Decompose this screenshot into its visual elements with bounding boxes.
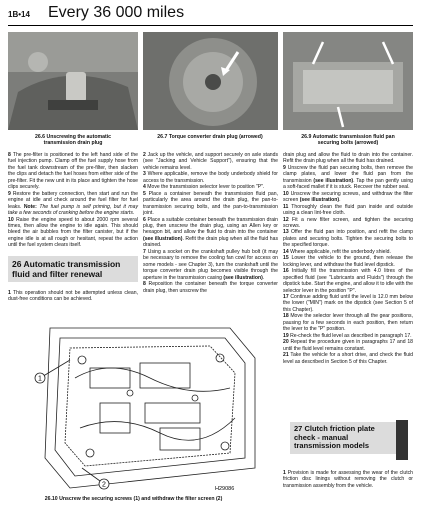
- paragraph-10: [8, 217, 138, 249]
- caption-fig-26-10: 26.10 Unscrew the securing screws (1) and withdraw the filter screen (2): [44, 496, 223, 502]
- see-illustration: (see illustration): [299, 197, 340, 204]
- page-header: [8, 4, 413, 26]
- diagram-ref-code: H29086: [215, 486, 235, 492]
- para-number: 11: [283, 203, 289, 210]
- para-text: Thoroughly clean the fluid pan inside and outside using a clean lint-free cloth.: [283, 203, 413, 217]
- para-number: 12: [283, 216, 289, 223]
- section-title: Automatic transmission fluid and filter renewal: [12, 259, 121, 279]
- para-text: Move the transmission selector lever to position "P".: [147, 184, 265, 191]
- para-number: 9: [8, 190, 11, 197]
- paragraph-21: [283, 352, 413, 365]
- callout-1-label: 1: [38, 375, 42, 383]
- para-number: 14: [283, 248, 289, 255]
- para-number: 16: [283, 268, 289, 275]
- para-number: 4: [143, 184, 146, 191]
- para-text: Re-check the fluid level as described in paragraph 17.: [290, 332, 412, 339]
- column-1-section: [8, 290, 138, 303]
- paragraph-16: [283, 268, 413, 294]
- note-label: Note:: [23, 203, 37, 210]
- para-text: Fit a new filter screen, and tighten the securing screws.: [283, 216, 413, 229]
- para-number: 13: [283, 229, 289, 236]
- caption-fig-26-6: 26.6 Unscrewing the automatic transmission drain plug: [34, 134, 112, 147]
- para-number: 21: [283, 352, 289, 359]
- paragraph-17: [283, 294, 413, 313]
- callout-2-label: 2: [102, 481, 106, 489]
- photo-fluid-pan: [283, 32, 413, 130]
- spanner-rating-icon: [396, 420, 408, 460]
- paragraph-13: [283, 229, 413, 248]
- page-number: 1B•14: [8, 10, 30, 19]
- paragraph-12: [283, 217, 413, 230]
- para-text: Offer the fluid pan into position, and refit the clamp plates and securing bolts. Tighten the securing bolts to the specified torque.: [283, 229, 414, 249]
- paragraph-1: [8, 290, 138, 303]
- caption-fig-26-7: 26.7 Torque converter drain plug (arrowed): [157, 134, 263, 140]
- paragraph-lead: drain plug and allow the fluid to drain into the container. Refit the drain plug when all the fluid has drained.: [283, 152, 413, 165]
- photo-fluid-pan-image: [283, 32, 413, 130]
- paragraph-18: [283, 313, 413, 332]
- para-number: 15: [283, 255, 289, 262]
- section-heading-26: [8, 256, 138, 282]
- section-title: Clutch friction plate check - manual transmission models: [294, 424, 375, 450]
- para-text: Provision is made for assessing the wear of the clutch friction disc linings without removing the clutch or transmission assembly from the vehicle.: [283, 470, 413, 489]
- para-text: Place a container beneath the transmission fluid pan, particularly the area around the drain plug, the pan-to-transmission securing bolts, and the pan-to-transmission joint.: [143, 190, 279, 217]
- para-text-tail: . Tap the pan gently using a soft-faced mallet if it is stuck. Recover the rubber seal.: [283, 177, 414, 191]
- caption-fig-26-9: 26.9 Automatic transmission fluid pan securing bolts (arrowed): [301, 134, 395, 147]
- section-heading-27: [290, 422, 396, 454]
- para-number: 18: [283, 313, 289, 320]
- para-number: 1: [8, 290, 11, 296]
- para-text: Raise the engine speed to about 2000 rpm several times, then allow the engine to idle again. This should bleed the air bubbles from the filter canister, but if the engine idle is at all rough or hesitant, repeat the action until the fuel system clears itself.: [8, 216, 139, 249]
- paragraph-8: [8, 152, 138, 191]
- paragraph-1: [283, 470, 413, 489]
- para-text-tail: .: [339, 197, 341, 204]
- paragraph-9: [8, 191, 138, 217]
- para-number: 2: [143, 152, 146, 158]
- para-number: 7: [143, 248, 146, 255]
- para-text: Place a suitable container beneath the transmission drain plug, then unscrew the drain plug, using an Allen key or hexagon bit, and allow the fluid to drain into the container: [143, 216, 279, 236]
- para-number: 17: [283, 293, 289, 300]
- para-number: 8: [8, 152, 11, 158]
- para-number: 8: [143, 281, 146, 288]
- photo-torque-converter: [143, 32, 278, 130]
- column-3: [283, 152, 413, 365]
- paragraph-20: [283, 339, 413, 352]
- para-number: 10: [8, 216, 14, 223]
- para-number: 20: [283, 339, 289, 346]
- para-text: Unscrew the fluid pan securing bolts, then remove the clamp plates, and lower the fluid pan from the transmission: [283, 164, 413, 184]
- para-text: Repeat the procedure given in paragraphs 17 and 18 until the fluid level remains constant.: [283, 339, 413, 352]
- para-number: 3: [143, 171, 146, 178]
- para-text: The pre-filter is positioned to the left hand side of the fuel injection pump. Clamp off the fuel supply hose from the fuel tank downstream of the pre-filter, then slacken the clips and detach the fuel hoses from either side of the pre-filter. Fit the new unit in its place and tighten the hose clips securely.: [8, 152, 138, 191]
- para-text: Restore the battery connection, then start and run the engine at idle and check around the fuel filter for fuel leaks.: [8, 190, 138, 210]
- para-text: Reposition the container beneath the torque converter drain plug, then unscrew the: [143, 281, 278, 294]
- paragraph-3: [143, 171, 278, 184]
- paragraph-6: [143, 217, 278, 249]
- section-number: 27: [294, 424, 303, 433]
- paragraph-11: [283, 204, 413, 217]
- para-number: 10: [283, 190, 289, 197]
- para-text: Jack up the vehicle, and support securely on axle stands (see "Jacking and Vehicle Support"), ensuring that the vehicle remains level.: [143, 152, 278, 171]
- paragraph-10: [283, 191, 413, 204]
- para-number: 9: [283, 164, 286, 171]
- para-text: This operation should not be attempted unless clean, dust-free conditions can be achieved.: [8, 290, 139, 303]
- section-number: 26: [12, 259, 22, 269]
- column-2: [143, 152, 278, 294]
- filter-screen-drawing: [30, 318, 262, 494]
- para-number: 5: [143, 190, 146, 197]
- page-title: Every 36 000 miles: [48, 4, 185, 21]
- photo-torque-converter-image: [143, 32, 278, 130]
- para-text-tail: .: [262, 274, 265, 281]
- para-number: 19: [283, 332, 289, 339]
- paragraph-5: [143, 191, 278, 217]
- photo-drain-plug: [8, 32, 138, 130]
- filter-screen-diagram: [30, 318, 262, 494]
- paragraph-7: [143, 249, 278, 281]
- para-text: Where applicable, refit the underbody shield.: [290, 248, 391, 255]
- para-text: Take the vehicle for a short drive, and check the fluid level as described in Section 5 of this Chapter.: [283, 352, 414, 365]
- para-text: Continue adding fluid until the level is 12.0 mm below the lower ("MIN") mark on the dipstick (see Section 5 of this Chapter).: [283, 293, 413, 313]
- column-3-section: [283, 470, 413, 489]
- para-text: Where applicable, remove the body underbody shield for access to the transmission.: [143, 171, 278, 184]
- para-text: Unscrew the securing screws, and withdraw the filter screen: [283, 190, 413, 204]
- see-illustration: (see illustration): [223, 274, 263, 281]
- paragraph-15: [283, 255, 413, 268]
- column-1: [8, 152, 138, 249]
- para-text: Using a socket on the crankshaft pulley hub bolt (it may be necessary to remove the cooling fan cowl for access on some models - see Chapter 3), turn the crankshaft until the torque converter drain plug becomes visible through the aperture in the transmission casing: [143, 248, 278, 281]
- photo-drain-plug-image: [8, 32, 138, 130]
- paragraph-2: [143, 152, 278, 171]
- para-text: Initially fill the transmission with 4.0 litres of the specified fluid (see "Lubricants and Fluids") through the dipstick tube. Start the engine, and allow it to idle with the selector lever in the position "P".: [283, 268, 413, 294]
- see-illustration: (see illustration): [143, 235, 183, 242]
- paragraph-9: [283, 165, 413, 191]
- para-text-tail: . Refit the drain plug when all the fluid has drained.: [143, 235, 278, 249]
- para-text: Lower the vehicle to the ground, then release the locking lever, and withdraw the fluid level dipstick.: [283, 255, 413, 268]
- para-number: 6: [143, 216, 146, 223]
- para-number: 1: [283, 470, 286, 476]
- header-rule: [8, 25, 413, 26]
- para-text: Move the selector lever through all the gear positions, pausing for a few seconds in each position, then return the lever to the "P" position.: [283, 313, 413, 333]
- paragraph-8: [143, 281, 278, 294]
- note-text: The fuel pump is self priming, but it may take a few seconds of cranking before the engine starts.: [8, 203, 138, 217]
- see-illustration: (see illustration): [313, 177, 354, 184]
